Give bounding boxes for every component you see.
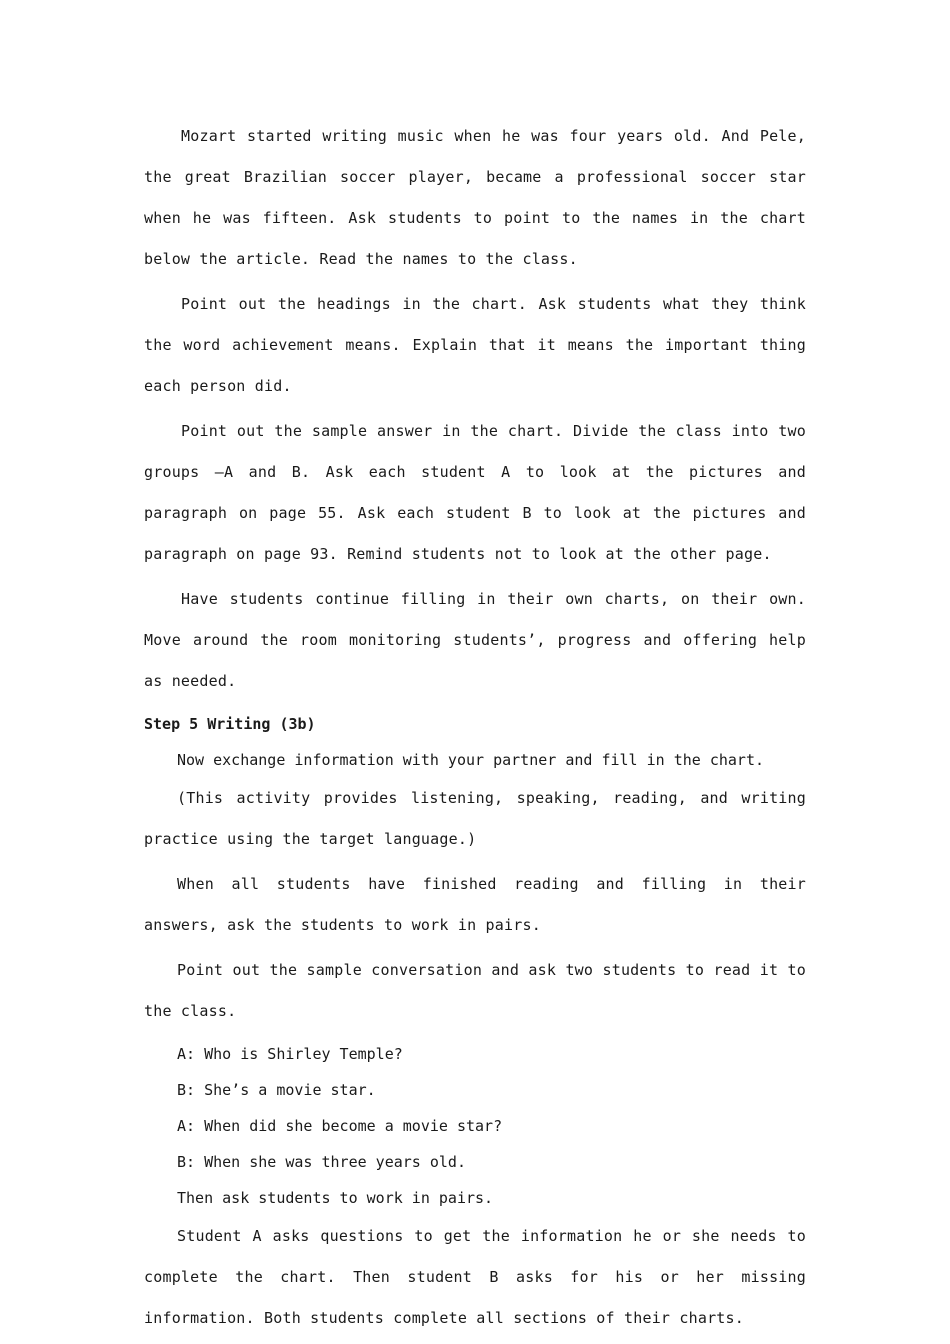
- step5-heading: Step 5 Writing (3b): [144, 715, 316, 733]
- step5-work-pairs: Then ask students to work in pairs.: [177, 1189, 494, 1207]
- step5-instruction: Now exchange information with your partner and fill in the chart.: [177, 751, 764, 769]
- paragraph-headings: Point out the headings in the chart. Ask students what they think the word achievement means. Explain that it means the important thing each person did.: [144, 295, 806, 395]
- dialog-line-4: B: When she was three years old.: [177, 1153, 466, 1171]
- dialog-line-3: A: When did she become a movie star?: [177, 1117, 503, 1135]
- document-page: [144, 116, 806, 1343]
- step5-activity-note: (This activity provides listening, speaking, reading, and writing practice using the target language.): [144, 789, 806, 848]
- paragraph-continue-filling: Have students continue filling in their own charts, on their own. Move around the room monitoring students’, progress and offering help as needed.: [144, 590, 806, 690]
- step5-student-roles: Student A asks questions to get the information he or she needs to complete the chart. Then student B asks for his or her missing information. Both students complete all sections of their charts.: [144, 1227, 806, 1327]
- dialog-line-2: B: She’s a movie star.: [177, 1081, 376, 1099]
- step5-sample-conversation: Point out the sample conversation and ask two students to read it to the class.: [144, 961, 806, 1020]
- dialog-line-1: A: Who is Shirley Temple?: [177, 1045, 403, 1063]
- paragraph-mozart-pele: Mozart started writing music when he was four years old. And Pele, the great Brazilian soccer player, became a professional soccer star when he was fifteen. Ask students to point to the names in the chart below the article. Read the names to the class.: [144, 127, 806, 268]
- paragraph-sample-answer: Point out the sample answer in the chart. Divide the class into two groups —A and B. Ask each student A to look at the pictures and paragraph on page 55. Ask each student B to look at the pictures and paragraph on page 93. Remind students not to look at the other page.: [144, 422, 806, 563]
- step5-pairs-note: When all students have finished reading and filling in their answers, ask the students to work in pairs.: [144, 875, 806, 934]
